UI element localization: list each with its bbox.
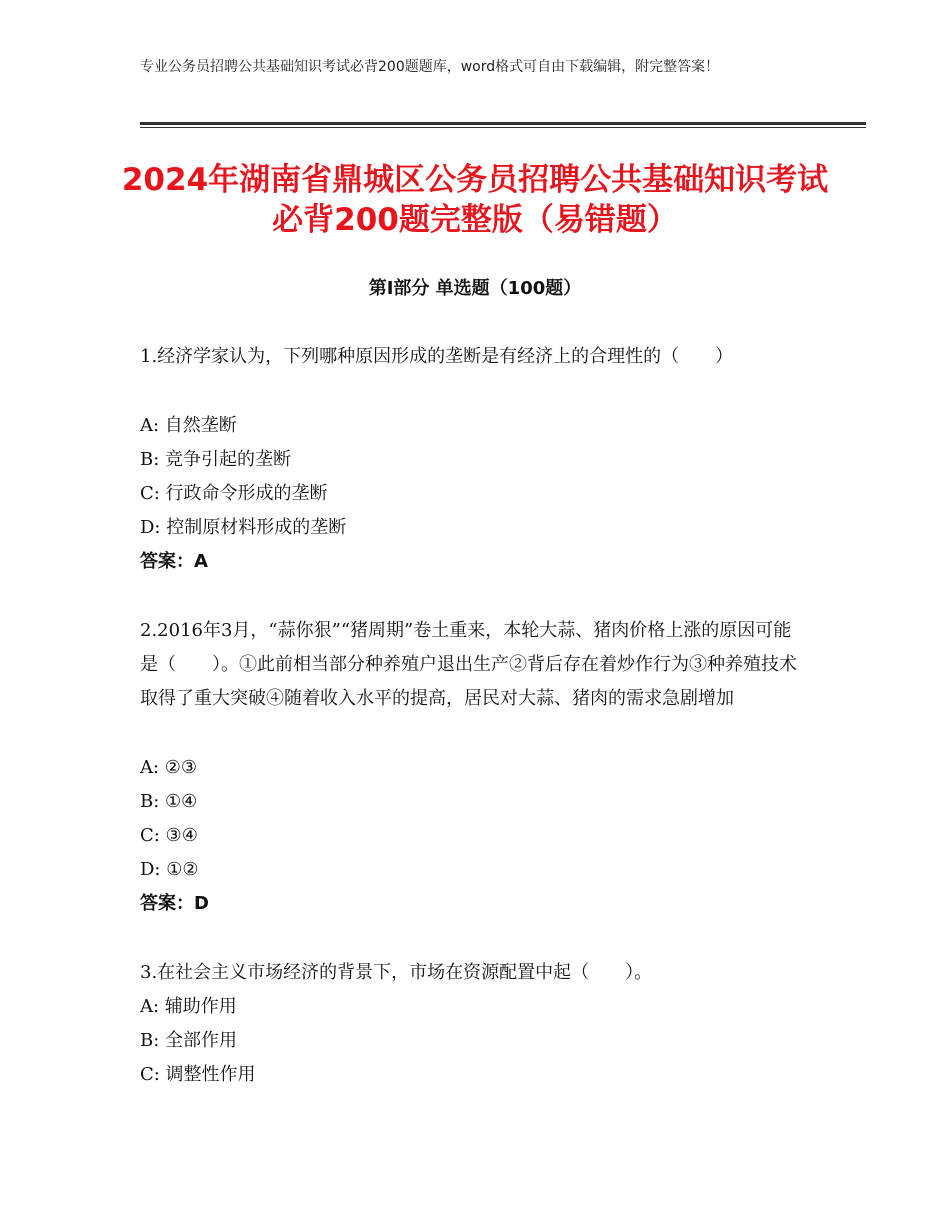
- question-3-text: 3.在社会主义市场经济的背景下，市场在资源配置中起（ ）。: [140, 962, 653, 983]
- question-2-option-c: C: ③④: [140, 825, 198, 846]
- question-1-answer: 答案：A: [140, 551, 208, 572]
- section-title: 第Ⅰ部分 单选题（100题）: [368, 278, 582, 299]
- question-1-option-c: C: 行政命令形成的垄断: [140, 483, 328, 504]
- question-1-option-a: A: 自然垄断: [140, 415, 237, 436]
- question-2-option-a: A: ②③: [140, 757, 198, 778]
- question-3-option-a: A: 辅助作用: [140, 996, 237, 1017]
- question-2-answer: 答案：D: [140, 893, 209, 914]
- question-1-option-b: B: 竞争引起的垄断: [140, 449, 292, 470]
- question-1-text: 1.经济学家认为，下列哪种原因形成的垄断是有经济上的合理性的（ ）: [140, 346, 734, 367]
- question-2-option-d: D: ①②: [140, 859, 199, 880]
- question-2-text: 2.2016年3月，“蒜你狠”“猪周期”卷土重来，本轮大蒜、猪肉价格上涨的原因可能是（ ）。①此前相当部分种养殖户退出生产②背后存在着炒作行为③种养殖技术取得了重大突破④随着收入水平的提高，居民对大蒜、猪肉的需求急剧增加: [140, 620, 797, 709]
- question-2-option-b: B: ①④: [140, 791, 198, 812]
- question-3-option-c: C: 调整性作用: [140, 1064, 256, 1085]
- question-3-option-b: B: 全部作用: [140, 1030, 238, 1051]
- header-note: 专业公务员招聘公共基础知识考试必背200题题库，word格式可自由下载编辑，附完整答案！: [140, 59, 720, 75]
- header-rule-thick: [140, 122, 866, 125]
- header-rule-thin: [140, 127, 866, 128]
- document-title: 2024年湖南省鼎城区公务员招聘公共基础知识考试必背200题完整版（易错题）: [121, 162, 829, 238]
- question-1-option-d: D: 控制原材料形成的垄断: [140, 517, 347, 538]
